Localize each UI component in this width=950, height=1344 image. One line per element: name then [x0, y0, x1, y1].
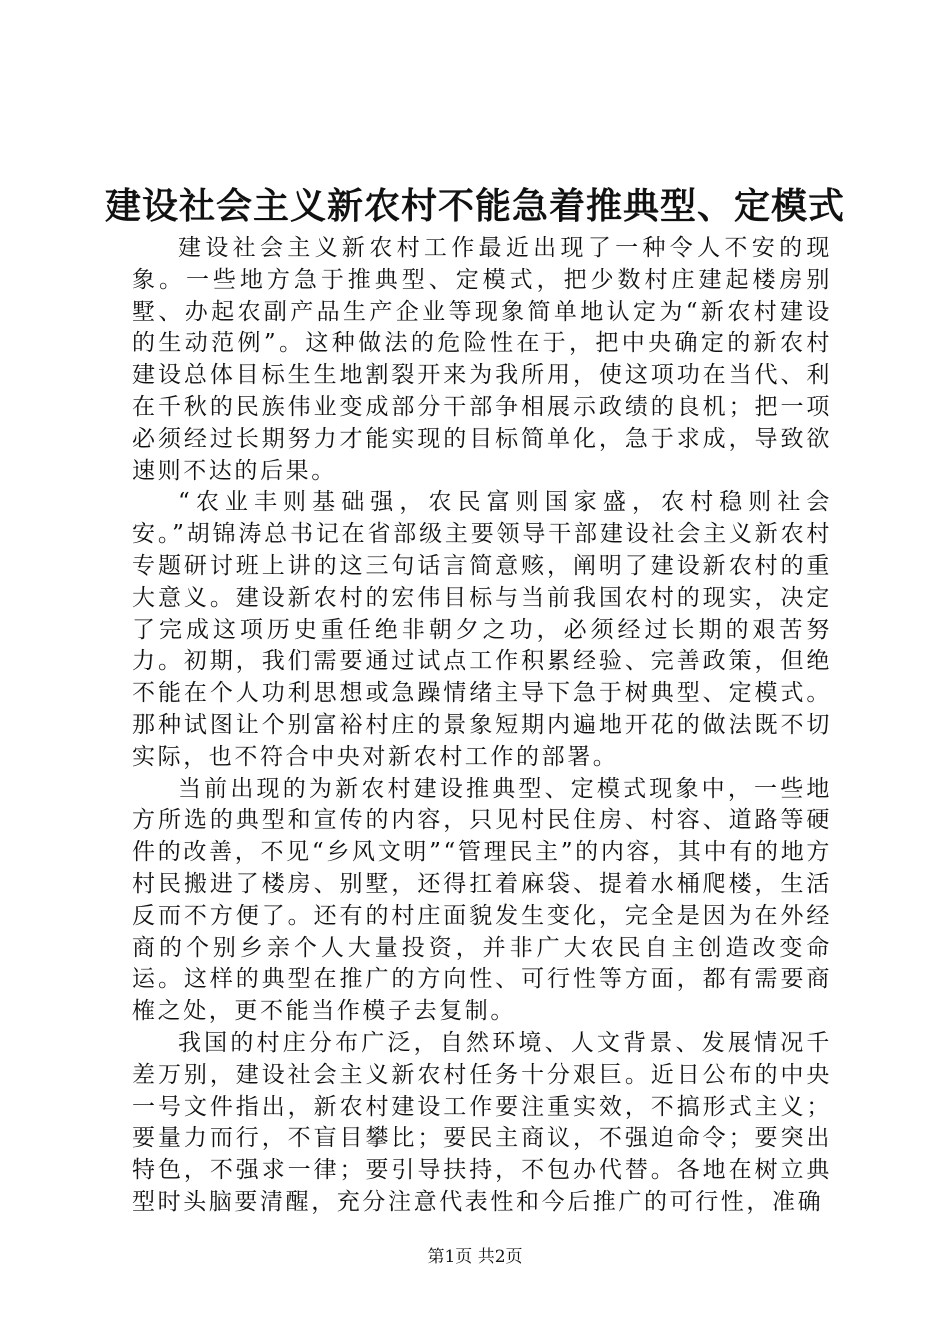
document-body [132, 233, 832, 1219]
paragraph: “农业丰则基础强，农民富则国家盛，农村稳则社会安。”胡锦涛总书记在省部级主要领导干部建设社会主义新农村专题研讨班上讲的这三句话言简意赅，阐明了建设新农村的重大意义。建设新农村的宏伟目标与当前我国农村的现实，决定了完成这项历史重任绝非朝夕之功，必须经过长期的艰苦努力。初期，我们需要通过试点工作积累经验、完善政策，但绝不能在个人功利思想或急躁情绪主导下急于树典型、定模式。那种试图让个别富裕村庄的景象短期内遍地开花的做法既不切实际，也不符合中央对新农村工作的部署。 [132, 489, 832, 770]
paragraph: 当前出现的为新农村建设推典型、定模式现象中，一些地方所选的典型和宣传的内容，只见村民住房、村容、道路等硬件的改善，不见“乡风文明”“管理民主”的内容，其中有的地方村民搬进了楼房、别墅，还得扛着麻袋、提着水桶爬楼，生活反而不方便了。还有的村庄面貌发生变化，完全是因为在外经商的个别乡亲个人大量投资，并非广大农民自主创造改变命运。这样的典型在推广的方向性、可行性等方面，都有需要商榷之处，更不能当作模子去复制。 [132, 775, 832, 1025]
paragraph: 我国的村庄分布广泛，自然环境、人文背景、发展情况千差万别，建设社会主义新农村任务十分艰巨。近日公布的中央一号文件指出，新农村建设工作要注重实效，不搞形式主义；要量力而行，不盲目攀比；要民主商议，不强迫命令；要突出特色，不强求一律；要引导扶持，不包办代替。各地在树立典型时头脑要清醒，充分注意代表性和今后推广的可行性，准确 [132, 1029, 832, 1215]
paragraph: 建设社会主义新农村工作最近出现了一种令人不安的现象。一些地方急于推典型、定模式，把少数村庄建起楼房别墅、办起农副产品生产企业等现象简单地认定为“新农村建设的生动范例”。这种做法的危险性在于，把中央确定的新农村建设总体目标生生地割裂开来为我所用，使这项功在当代、利在千秋的民族伟业变成部分干部争相展示政绩的良机；把一项必须经过长期努力才能实现的目标简单化，急于求成，导致欲速则不达的后果。 [132, 235, 832, 484]
page-number-footer: 第1页 共2页 [427, 1247, 523, 1267]
document-title: 建设社会主义新农村不能急着推典型、定模式 [104, 186, 845, 227]
